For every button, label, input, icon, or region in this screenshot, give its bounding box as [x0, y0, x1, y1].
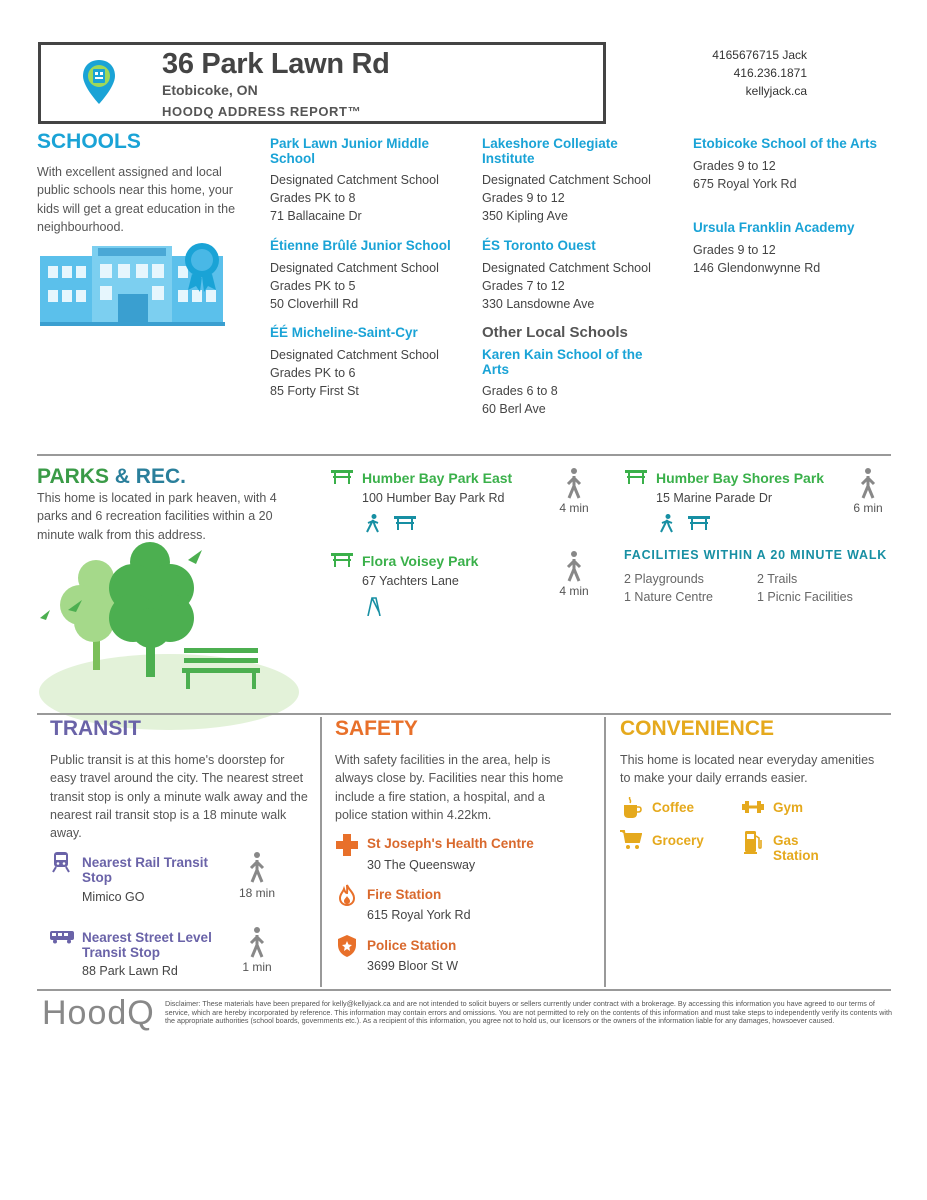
school-name[interactable]: Lakeshore Collegiate Institute: [482, 136, 618, 166]
walk-time: 4 min: [559, 501, 589, 515]
coffee-icon: [622, 797, 642, 819]
school-name[interactable]: Karen Kain School of the Arts: [482, 347, 643, 377]
safety-address: 615 Royal York Rd: [367, 908, 471, 922]
police-badge-icon: [338, 935, 356, 957]
school-type: Designated Catchment School: [270, 173, 439, 187]
school-name[interactable]: Park Lawn Junior Middle School: [270, 136, 430, 166]
school-card[interactable]: [693, 221, 888, 277]
convenience-item[interactable]: Coffee: [652, 800, 695, 815]
facility-item: 2 Playgrounds: [624, 572, 704, 586]
park-illustration-icon: [38, 540, 300, 732]
transit-description: Public transit is at this home's doorstep for easy travel around the city. The nearest street transit stop is only a minute walk away and the nearest rail transit stop is a 18 minute walk away.: [50, 753, 308, 841]
parks-title-a: PARKS: [37, 465, 109, 488]
parks-description: This home is located in park heaven, with 4 parks and 6 recreation facilities within a 20 minute walk from this address.: [37, 491, 277, 542]
school-address: 71 Ballacaine Dr: [270, 209, 362, 224]
gym-dumbbell-icon: [742, 800, 764, 814]
facility-item: 1 Picnic Facilities: [757, 590, 853, 604]
school-card[interactable]: [693, 137, 883, 193]
school-address: 330 Lansdowne Ave: [482, 296, 595, 311]
school-address: 350 Kipling Ave: [482, 209, 568, 224]
hoodq-logo: HoodQ: [42, 994, 155, 1032]
convenience-item[interactable]: Gas Station: [773, 833, 819, 863]
park-name[interactable]: Humber Bay Park East: [362, 470, 513, 486]
walk-time: 4 min: [559, 584, 589, 598]
school-name[interactable]: ÉÉ Micheline-Saint-Cyr: [270, 325, 418, 340]
fire-icon: [339, 884, 355, 906]
school-name[interactable]: Etobicoke School of the Arts: [693, 136, 878, 151]
location-pin-icon: [80, 58, 118, 106]
park-name[interactable]: Humber Bay Shores Park: [656, 470, 825, 486]
facility-item: 1 Nature Centre: [624, 590, 713, 604]
school-card[interactable]: [482, 137, 672, 226]
park-address: 100 Humber Bay Park Rd: [362, 491, 505, 505]
convenience-description: This home is located near everyday amenities to make your daily errands easier.: [620, 753, 875, 786]
school-grades: Grades PK to 8: [270, 191, 356, 206]
grocery-cart-icon: [620, 830, 642, 850]
transit-title: TRANSIT: [50, 717, 141, 740]
section-divider: [37, 713, 891, 715]
walk-time: 1 min: [242, 960, 272, 974]
section-divider: [37, 454, 891, 456]
safety-title: SAFETY: [335, 717, 418, 740]
picnic-table-icon: [331, 470, 353, 484]
picnic-table-icon: [625, 470, 647, 484]
safety-address: 30 The Queensway: [367, 858, 476, 872]
contact-phone[interactable]: 416.236.1871: [733, 66, 807, 80]
walk-time: 18 min: [238, 886, 276, 900]
city-label: Etobicoke, ON: [162, 82, 258, 98]
school-card[interactable]: [482, 239, 682, 313]
school-grades: Grades 6 to 8: [482, 384, 558, 398]
section-divider: [37, 989, 891, 991]
school-card[interactable]: [270, 326, 470, 400]
school-grades: Grades 7 to 12: [482, 278, 565, 293]
school-grades: Grades 9 to 12: [693, 242, 776, 257]
contact-website[interactable]: kellyjack.ca: [745, 84, 807, 98]
picnic-table-icon: [394, 516, 416, 530]
safety-name[interactable]: Police Station: [367, 938, 457, 953]
school-grades: Grades 9 to 12: [482, 191, 565, 206]
facilities-title: FACILITIES WITHIN A 20 MINUTE WALK: [624, 548, 888, 562]
school-type: Designated Catchment School: [482, 173, 651, 187]
school-address: 675 Royal York Rd: [693, 176, 797, 191]
rail-transit-value[interactable]: Mimico GO: [82, 890, 145, 904]
walking-person-icon: [564, 551, 584, 583]
school-type: Designated Catchment School: [482, 260, 651, 275]
walking-person-icon: [247, 852, 267, 884]
walking-person-icon: [858, 468, 878, 500]
school-type: Designated Catchment School: [270, 260, 439, 275]
schools-description: With excellent assigned and local public schools near this home, your kids will get a great education in the neighbourhood.: [37, 165, 236, 234]
hospital-cross-icon: [336, 834, 358, 856]
report-label: HOODQ ADDRESS REPORT™: [162, 104, 362, 119]
school-type: Designated Catchment School: [270, 347, 439, 362]
column-divider: [604, 717, 606, 987]
parks-title: [37, 465, 186, 489]
safety-address: 3699 Bloor St W: [367, 959, 459, 973]
park-address: 15 Marine Parade Dr: [656, 491, 773, 505]
convenience-item[interactable]: Grocery: [652, 833, 704, 848]
schools-title: SCHOOLS: [37, 130, 141, 153]
school-card[interactable]: [270, 137, 465, 226]
convenience-item[interactable]: Gym: [773, 800, 804, 815]
safety-description: With safety facilities in the area, help is always close by. Facilities near this home include a fire station, a hospital, and a police station within 4.22km.: [335, 753, 564, 822]
school-building-icon: [40, 238, 225, 328]
school-address: 50 Cloverhill Rd: [270, 296, 359, 311]
other-schools-title: Other Local Schools: [482, 324, 628, 341]
walking-person-icon: [247, 927, 267, 959]
school-card[interactable]: [270, 239, 470, 313]
bus-icon: [50, 930, 74, 944]
playground-slide-icon: [366, 596, 382, 616]
street-transit-label: Nearest Street Level Transit Stop: [82, 930, 212, 960]
walk-time: 6 min: [853, 501, 883, 515]
parks-title-b: & REC.: [114, 465, 186, 488]
train-icon: [52, 851, 70, 873]
street-transit-value[interactable]: 88 Park Lawn Rd: [82, 964, 178, 978]
rail-transit-label: Nearest Rail Transit Stop: [82, 855, 209, 885]
picnic-table-icon: [688, 516, 710, 530]
park-name[interactable]: Flora Voisey Park: [362, 553, 479, 569]
page-title: 36 Park Lawn Rd: [162, 48, 390, 80]
school-address: 85 Forty First St: [270, 383, 359, 398]
gas-pump-icon: [744, 830, 762, 854]
school-name[interactable]: ÉS Toronto Ouest: [482, 238, 596, 253]
school-name[interactable]: Étienne Brûlé Junior School: [270, 238, 451, 253]
school-address: 60 Berl Ave: [482, 402, 546, 417]
school-card[interactable]: [482, 348, 672, 418]
safety-name[interactable]: Fire Station: [367, 887, 442, 902]
facility-item: 2 Trails: [757, 572, 798, 586]
picnic-table-icon: [331, 553, 353, 567]
running-person-icon: [660, 514, 674, 534]
school-grades: Grades 9 to 12: [693, 158, 776, 173]
walking-person-icon: [564, 468, 584, 500]
convenience-title: CONVENIENCE: [620, 717, 775, 740]
contact-name: 4165676715 Jack: [712, 48, 807, 62]
school-grades: Grades PK to 5: [270, 278, 356, 293]
park-address: 67 Yachters Lane: [362, 574, 459, 588]
disclaimer-text: Disclaimer: These materials have been prepared for kelly@kellyjack.ca and are not intended to solicit buyers or sellers currently under contract with a brokerage. By accessing this information you have agreed to our terms of service, which are hereby incorporated by reference. This information may contain errors and omissions. You are not permitted to rely on the contents of this information and must take steps to independently verify its contents with the appropriate authorities (school boards, governments etc.). As a recipient of this information, you agree not to hold us, our licensors or the owners of the information liable for any damages, howsoever caused.: [165, 999, 892, 1026]
safety-name[interactable]: St Joseph's Health Centre: [367, 836, 534, 851]
school-grades: Grades PK to 6: [270, 365, 356, 380]
contact-block: [647, 46, 807, 100]
running-person-icon: [366, 514, 380, 534]
column-divider: [320, 717, 322, 987]
school-name[interactable]: Ursula Franklin Academy: [693, 220, 855, 235]
school-address: 146 Glendonwynne Rd: [693, 260, 821, 275]
